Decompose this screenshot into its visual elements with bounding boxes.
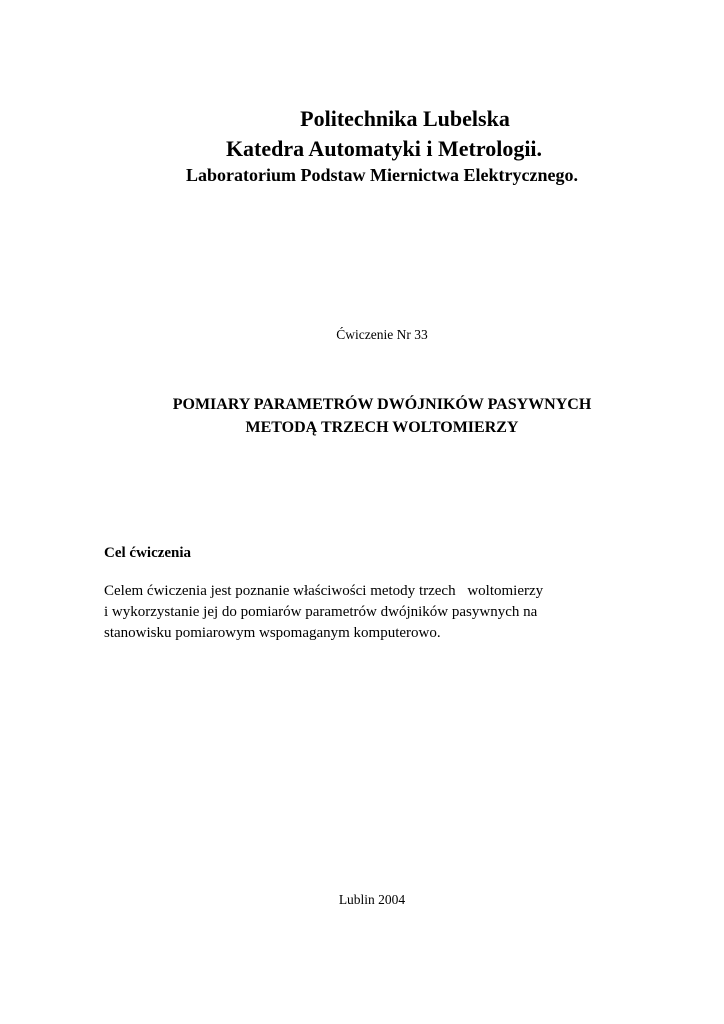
laboratory-name: Laboratorium Podstaw Miernictwa Elektrycznego. xyxy=(186,165,578,185)
word: właściwości xyxy=(293,583,367,599)
goal-heading: Cel ćwiczenia xyxy=(104,545,192,561)
word: wykorzystanie xyxy=(111,604,200,620)
word: metody xyxy=(370,583,416,599)
goal-line-3: stanowisku pomiarowym wspomaganym komputerowo. xyxy=(104,625,441,641)
goal-line-1 xyxy=(104,581,653,602)
word: dwójników xyxy=(380,604,449,620)
goal-paragraph xyxy=(104,581,664,644)
word: jest xyxy=(210,583,232,599)
word: poznanie xyxy=(235,583,290,599)
word: Celem xyxy=(104,583,144,599)
word: i xyxy=(104,604,109,620)
word: pasywnych xyxy=(451,604,520,620)
exercise-number: Ćwiczenie Nr 33 xyxy=(336,327,428,342)
place-and-year: Lublin 2004 xyxy=(338,892,406,907)
institution-name: Politechnika Lubelska xyxy=(300,106,510,131)
word: na xyxy=(523,604,538,620)
goal-line-2 xyxy=(104,602,664,623)
word: pomiarów xyxy=(240,604,302,620)
word: do xyxy=(221,604,237,620)
word: woltomierzy xyxy=(467,583,544,599)
department-name: Katedra Automatyki i Metrologii. xyxy=(225,136,543,161)
exercise-title-line-2: METODĄ TRZECH WOLTOMIERZY xyxy=(245,419,519,436)
word: parametrów xyxy=(305,604,377,620)
word: jej xyxy=(203,604,219,620)
word: ćwiczenia xyxy=(146,583,207,599)
word: trzech xyxy=(418,583,456,599)
exercise-title-line-1: POMIARY PARAMETRÓW DWÓJNIKÓW PASYWNYCH xyxy=(172,396,592,413)
